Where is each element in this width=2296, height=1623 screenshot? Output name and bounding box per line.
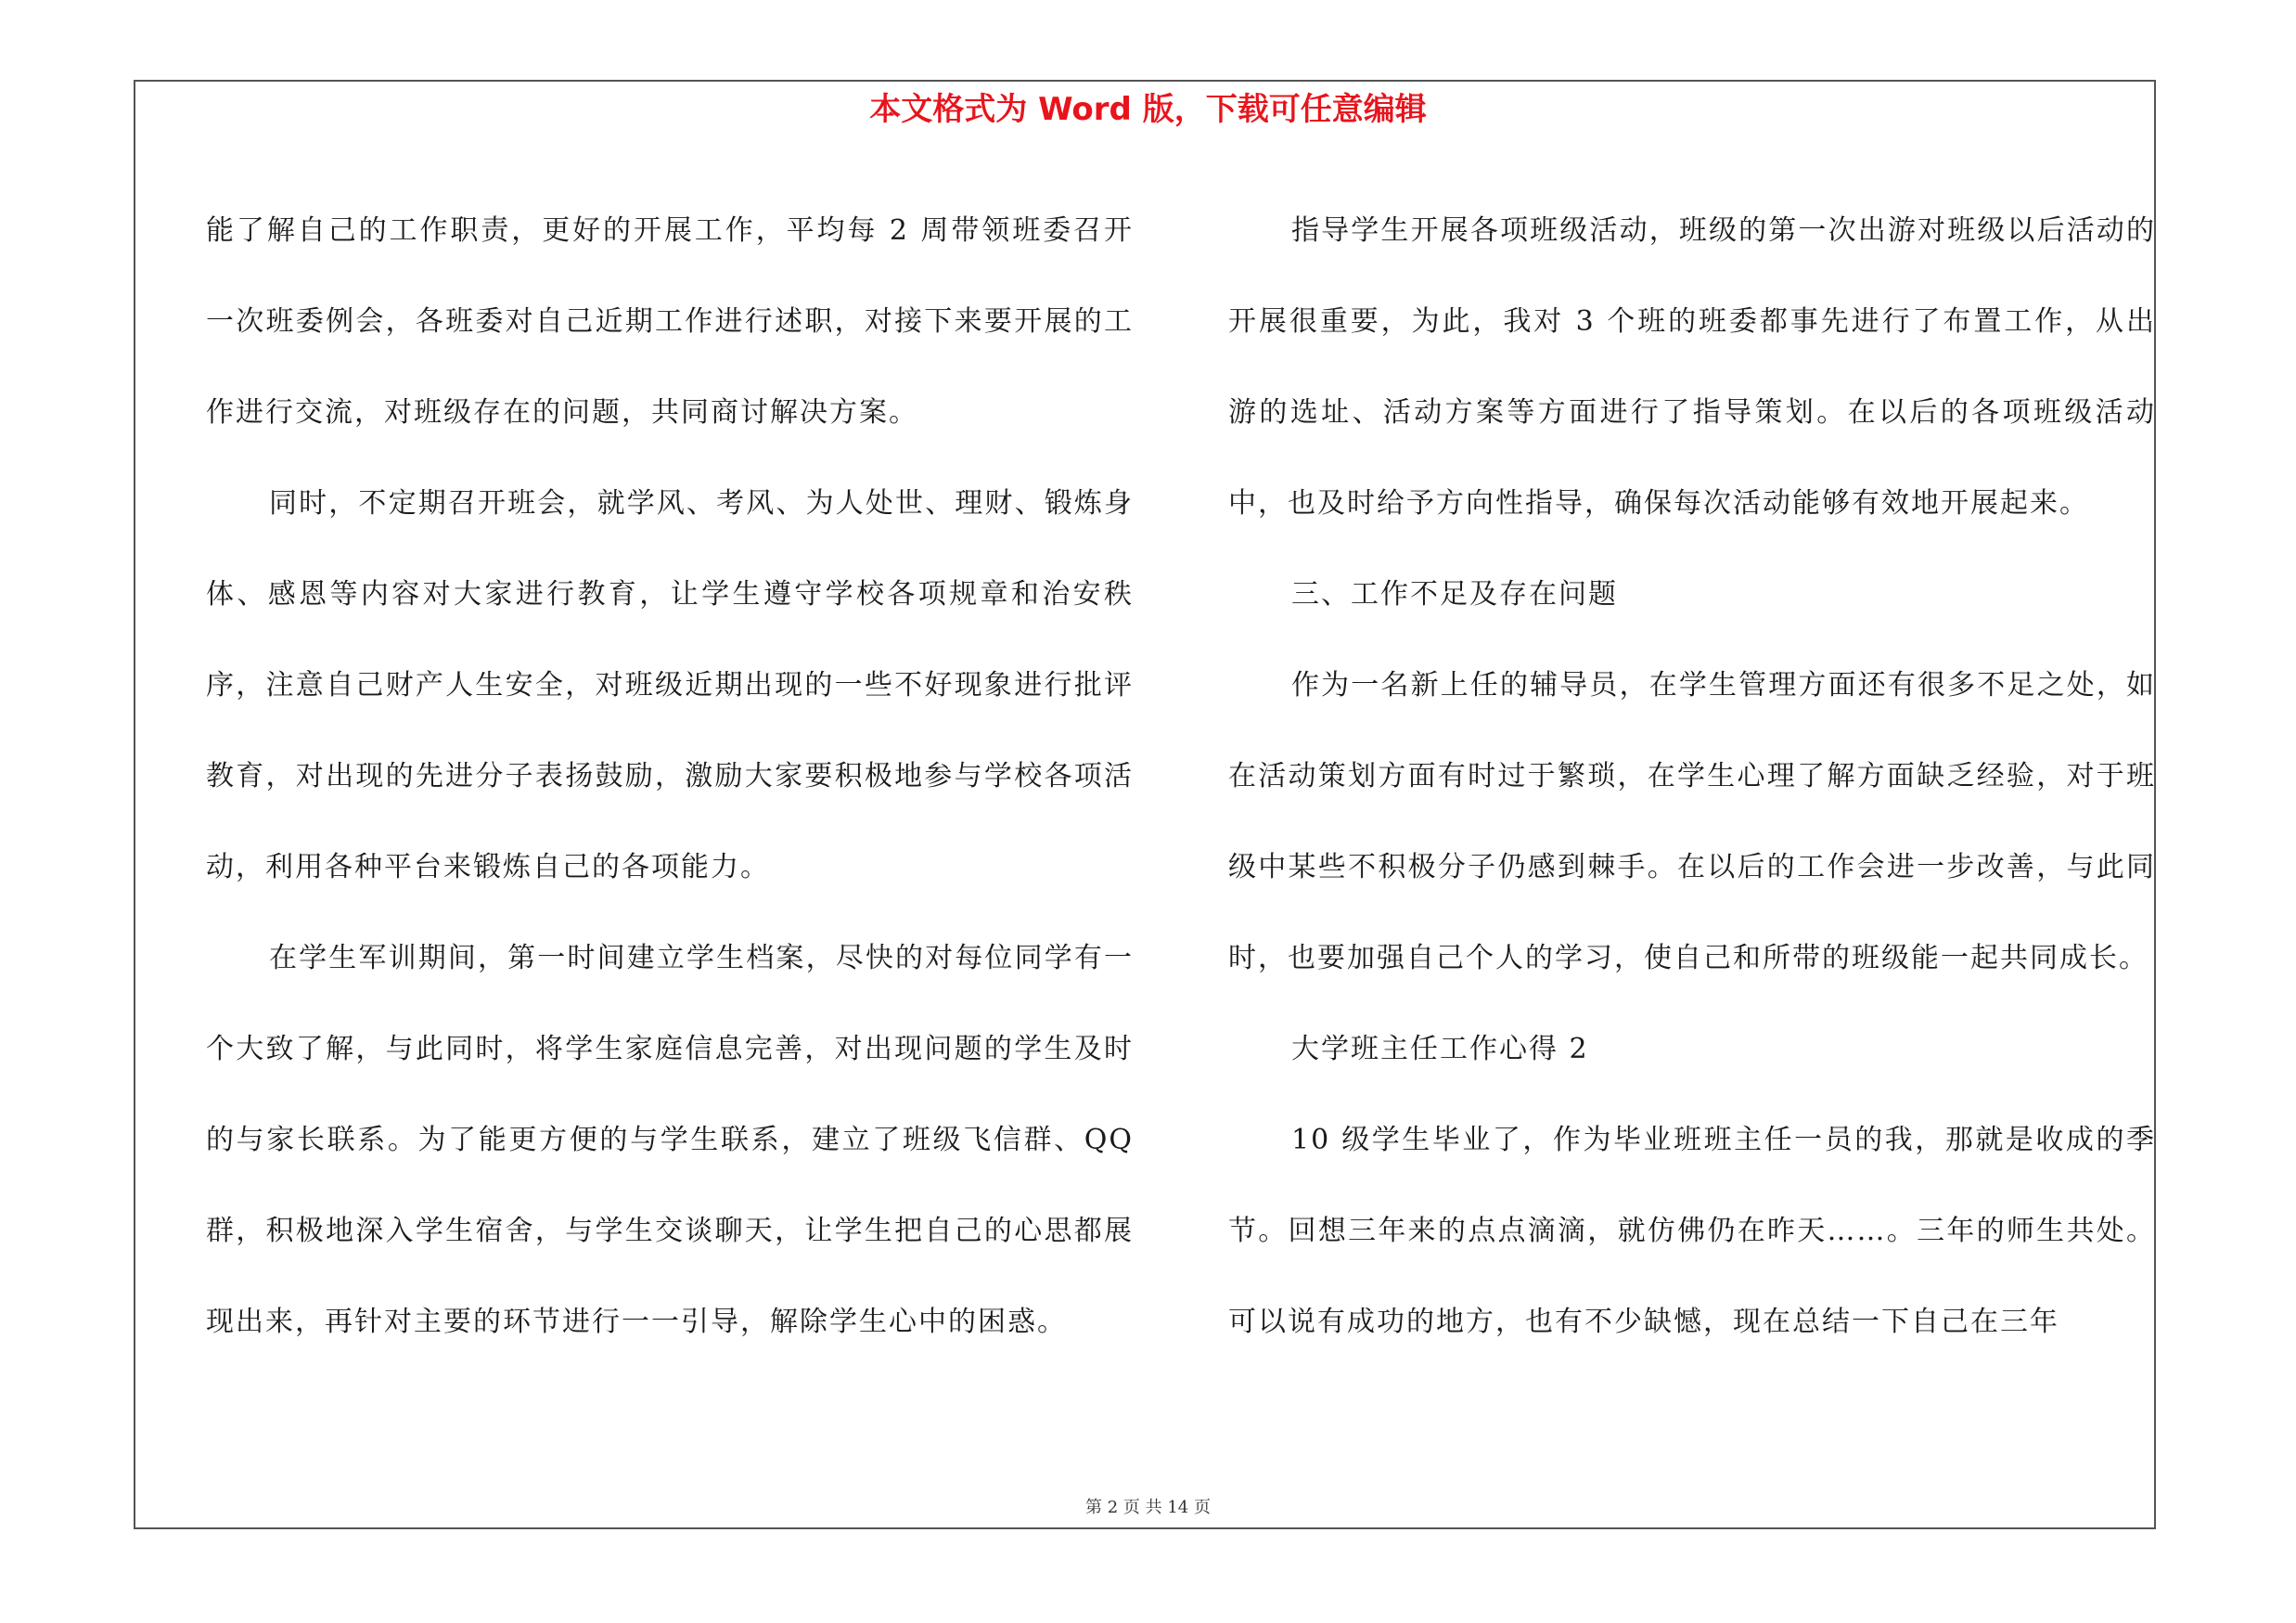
page-number: 第 2 页 共 14 页 (1085, 1498, 1211, 1517)
paragraph: 在学生军训期间，第一时间建立学生档案，尽快的对每位同学有一个大致了解，与此同时，将学生家庭信息完善，对出现问题的学生及时的与家长联系。为了能更方便的与学生联系，建立了班级飞信群、QQ 群，积极地深入学生宿舍，与学生交谈聊天，让学生把自己的心思都展现出来，再针对主要的环节进行一一引导，解除学生心中的困惑。 (206, 942, 1134, 1338)
header-banner: 本文格式为 Word 版，下载可任意编辑 (869, 91, 1427, 128)
left-column (206, 186, 1134, 1368)
paragraph: 同时，不定期召开班会，就学风、考风、为人处世、理财、锻炼身体、感恩等内容对大家进行教育，让学生遵守学校各项规章和治安秩序，注意自己财产人生安全，对班级近期出现的一些不好现象进行批评教育，对出现的先进分子表扬鼓励，激励大家要积极地参与学校各项活动，利用各种平台来锻炼自己的各项能力。 (206, 487, 1134, 883)
paragraph: 10 级学生毕业了，作为毕业班班主任一员的我，那就是收成的季节。回想三年来的点点滴滴，就仿佛仍在昨天……。三年的师生共处。可以说有成功的地方，也有不少缺憾，现在总结一下自己在三年 (1228, 1124, 2156, 1338)
paragraph: 能了解自己的工作职责，更好的开展工作，平均每 2 周带领班委召开一次班委例会，各班委对自己近期工作进行述职，对接下来要开展的工作进行交流，对班级存在的问题，共同商讨解决方案。 (206, 214, 1134, 429)
section-title: 大学班主任工作心得 2 (1291, 1033, 1589, 1065)
right-column (1228, 186, 2156, 1368)
section-heading: 三、工作不足及存在问题 (1291, 578, 1618, 611)
paragraph: 指导学生开展各项班级活动，班级的第一次出游对班级以后活动的开展很重要，为此，我对 3 个班的班委都事先进行了布置工作，从出游的选址、活动方案等方面进行了指导策划。在以后的各项班级活动中，也及时给予方向性指导，确保每次活动能够有效地开展起来。 (1228, 214, 2156, 520)
paragraph: 作为一名新上任的辅导员，在学生管理方面还有很多不足之处，如在活动策划方面有时过于繁琐，在学生心理了解方面缺乏经验，对于班级中某些不积极分子仍感到棘手。在以后的工作会进一步改善，与此同时，也要加强自己个人的学习，使自己和所带的班级能一起共同成长。 (1228, 669, 2156, 974)
